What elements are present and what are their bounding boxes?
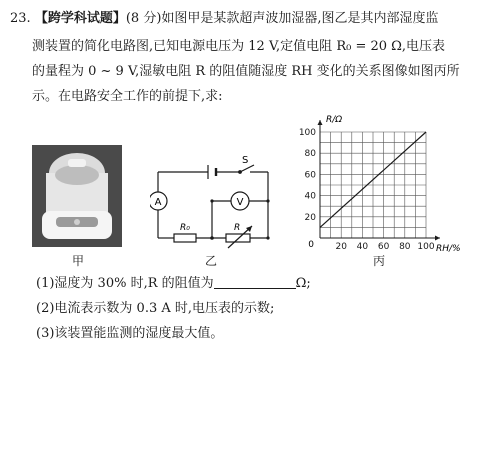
y-tick-label: 20 — [304, 212, 316, 223]
ammeter-label: A — [154, 197, 162, 208]
problem-number: 23. — [10, 11, 31, 26]
question-3: (3)该装置能监测的湿度最大值。 — [36, 326, 224, 341]
x-axis-label: RH/% — [436, 244, 461, 254]
answer-blank[interactable] — [214, 275, 296, 289]
y-tick-label: 100 — [298, 128, 316, 138]
figure-label-yi: 乙 — [205, 254, 218, 268]
resistance-humidity-chart — [290, 110, 470, 260]
question-1-text: (1)湿度为 30% 时,R 的阻值为 — [36, 276, 214, 291]
question-2: (2)电流表示数为 0.3 A 时,电压表的示数; — [36, 301, 275, 316]
chart-axes — [318, 120, 441, 241]
x-tick-label: 80 — [399, 242, 411, 252]
circuit-diagram — [150, 150, 280, 250]
switch-label: S — [242, 155, 249, 166]
problem-line-1 — [10, 10, 439, 28]
r-label: R — [234, 223, 241, 233]
x-tick-label: 100 — [417, 242, 435, 252]
voltmeter-label: V — [236, 197, 244, 208]
chart-ticks — [299, 128, 435, 252]
x-axis-arrow — [435, 236, 440, 241]
x-tick-label: 20 — [335, 242, 347, 252]
y-axis-label: R/Ω — [326, 115, 343, 125]
stem-line: 测装置的简化电路图,已知电源电压为 12 V,定值电阻 R₀ = 20 Ω,电压表 — [32, 39, 446, 54]
r0-label: R₀ — [180, 223, 190, 233]
y-axis-arrow — [318, 120, 323, 125]
question-1-unit: Ω; — [295, 276, 311, 291]
chart-grid — [320, 132, 426, 238]
stem-line: 如图甲是某款超声波加湿器,图乙是其内部湿度监 — [161, 11, 439, 26]
figure-label-bing: 丙 — [373, 254, 386, 268]
question-1 — [36, 275, 311, 293]
stem-line: 示。在电路安全工作的前提下,求: — [32, 89, 223, 104]
origin-label: 0 — [308, 240, 314, 250]
figure-label-jia: 甲 — [72, 254, 85, 268]
x-tick-label: 60 — [377, 242, 390, 252]
y-tick-label: 80 — [304, 149, 316, 160]
x-tick-label: 40 — [356, 242, 369, 252]
problem-score: (8 分) — [125, 11, 162, 26]
y-tick-label: 40 — [304, 191, 316, 202]
stem-line: 的量程为 0 ~ 9 V,湿敏电阻 R 的阻值随湿度 RH 变化的关系图像如图丙所 — [32, 64, 460, 79]
y-tick-label: 60 — [304, 170, 316, 181]
humidifier-photo — [32, 145, 122, 247]
problem-tag: 【跨学科试题】 — [34, 11, 126, 26]
